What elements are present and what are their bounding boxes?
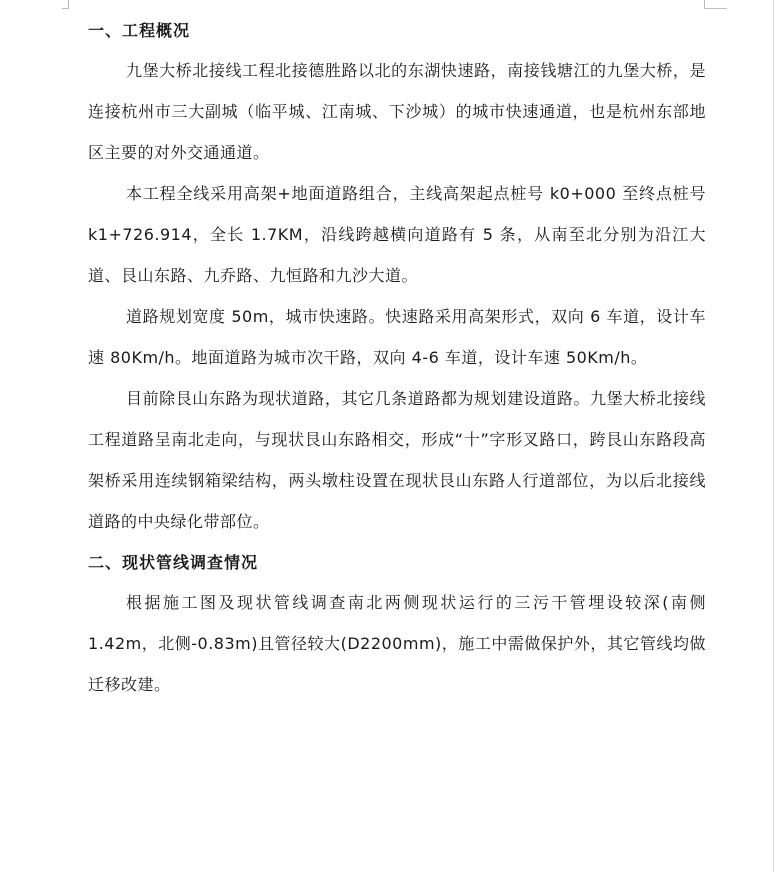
document-body[interactable] — [88, 12, 706, 705]
page-edge — [773, 0, 774, 872]
paragraph-current-status: 目前除艮山东路为现状道路，其它几条道路都为规划建设道路。九堡大桥北接线工程道路呈南北走向，与现状艮山东路相交，形成“十”字形叉路口，跨艮山东路段高架桥采用连续钢箱梁结构，两头墩柱设置在现状艮山东路人行道部位，为以后北接线道路的中央绿化带部位。 — [88, 389, 706, 531]
crop-mark-top-right — [704, 0, 727, 9]
paragraph-pipeline-survey: 根据施工图及现状管线调查南北两侧现状运行的三污干管埋设较深(南侧 1.42m，北侧-0.83m)且管径较大(D2200mm)，施工中需做保护外，其它管线均做迁移改建。 — [88, 593, 706, 694]
paragraph-location: 九堡大桥北接线工程北接德胜路以北的东湖快速路，南接钱塘江的九堡大桥，是连接杭州市三大副城（临平城、江南城、下沙城）的城市快速通道，也是杭州东部地区主要的对外交通通道。 — [88, 61, 706, 162]
crop-mark-top-left — [62, 0, 69, 9]
section-heading-project-overview: 一、工程概况 — [88, 21, 191, 40]
section-heading-pipeline-survey: 二、现状管线调查情况 — [88, 553, 259, 572]
paragraph-road-specs: 道路规划宽度 50m，城市快速路。快速路采用高架形式，双向 6 车道，设计车速 80Km/h。地面道路为城市次干路，双向 4-6 车道，设计车速 50Km/h。 — [88, 307, 706, 367]
paragraph-route-composition: 本工程全线采用高架+地面道路组合，主线高架起点桩号 k0+000 至终点桩号 k1+726.914，全长 1.7KM，沿线跨越横向道路有 5 条，从南至北分别为沿江大道、艮山东路、九乔路、九恒路和九沙大道。 — [88, 184, 706, 285]
